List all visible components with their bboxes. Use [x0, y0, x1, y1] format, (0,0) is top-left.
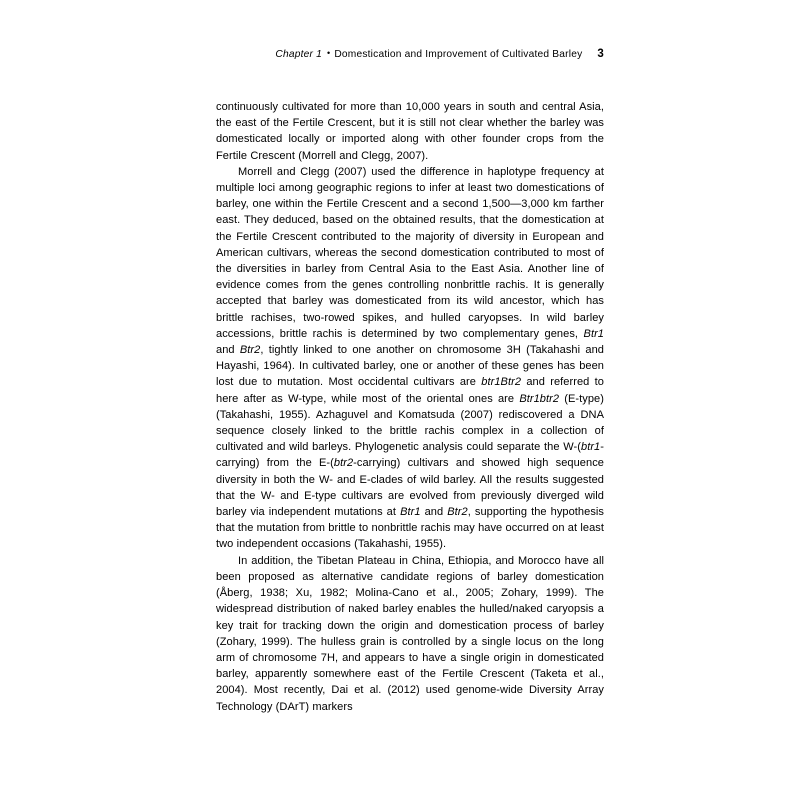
bullet-separator-icon: •	[327, 48, 331, 58]
body-paragraph: Morrell and Clegg (2007) used the difference in haplotype frequency at multiple loci among geographic regions to infer at least two domestications of barley, one within the Fertile Crescent and a second 1,500—3,000 km farther east. They deduced, based on the obtained results, that the domestication at the Fertile Crescent contributed to the majority of diversity in European and American cultivars, whereas the second domestication contributed to most of the diversities in barley from Central Asia to the East Asia. Another line of evidence comes from the genes controlling nonbrittle rachis. It is generally accepted that barley was domesticated from its wild ancestor, which has brittle rachises, two-rowed spikes, and hulled caryopses. In wild barley accessions, brittle rachis is determined by two complementary genes, Btr1 and Btr2, tightly linked to one another on chromosome 3H (Takahashi and Hayashi, 1964). In cultivated barley, one or another of these genes has been lost due to mutation. Most occidental cultivars are btr1Btr2 and referred to here after as W-type, while most of the oriental ones are Btr1btr2 (E-type) (Takahashi, 1955). Azhaguvel and Komatsuda (2007) rediscovered a DNA sequence closely linked to the brittle rachis complex in a collection of cultivated and wild barleys. Phylogenetic analysis could separate the W-(btr1-carrying) from the E-(btr2-carrying) cultivars and showed high sequence diversity in both the W- and E-clades of wild barley. All the results suggested that the W- and E-type cultivars are evolved from previously diverged wild barley via independent mutations at Btr1 and Btr2, supporting the hypothesis that the mutation from brittle to nonbrittle rachis may have occurred on at least two independent occasions (Takahashi, 1955).	[216, 165, 604, 551]
gene-name: Btr1	[400, 506, 421, 519]
gene-name: btr1	[581, 441, 601, 454]
running-header-title: Domestication and Improvement of Cultivated Barley	[334, 49, 583, 60]
page-number: 3	[597, 48, 604, 60]
running-header-chapter: Chapter 1	[275, 49, 322, 60]
body-text-block	[216, 99, 604, 715]
running-header	[216, 47, 604, 63]
gene-name: btr1Btr2	[481, 376, 522, 389]
gene-name: Btr2	[239, 344, 261, 357]
body-paragraph: continuously cultivated for more than 10,000 years in south and central Asia, the east of the Fertile Crescent, but it is still not clear whether the barley was domesticated locally or imported along with other founder crops from the Fertile Crescent (Morrell and Clegg, 2007).	[216, 101, 604, 162]
body-paragraph: In addition, the Tibetan Plateau in China, Ethiopia, and Morocco have all been proposed as alternative candidate regions of barley domestication (Åberg, 1938; Xu, 1982; Molina-Cano et al., 2005; Zohary, 1999). The widespread distribution of naked barley enables the hulled/naked caryopsis a key trait for tracking down the origin and domestication process of barley (Zohary, 1999). The hulless grain is controlled by a single locus on the long arm of chromosome 7H, and appears to have a single origin in domesticated barley, apparently somewhere east of the Fertile Crescent (Taketa et al., 2004). Most recently, Dai et al. (2012) used genome-wide Diversity Array Technology (DArT) markers	[216, 554, 604, 713]
gene-name: Btr1btr2	[519, 392, 560, 405]
gene-name: btr2	[333, 457, 354, 470]
gene-name: Btr1	[583, 327, 604, 340]
gene-name: Btr2	[447, 506, 468, 519]
